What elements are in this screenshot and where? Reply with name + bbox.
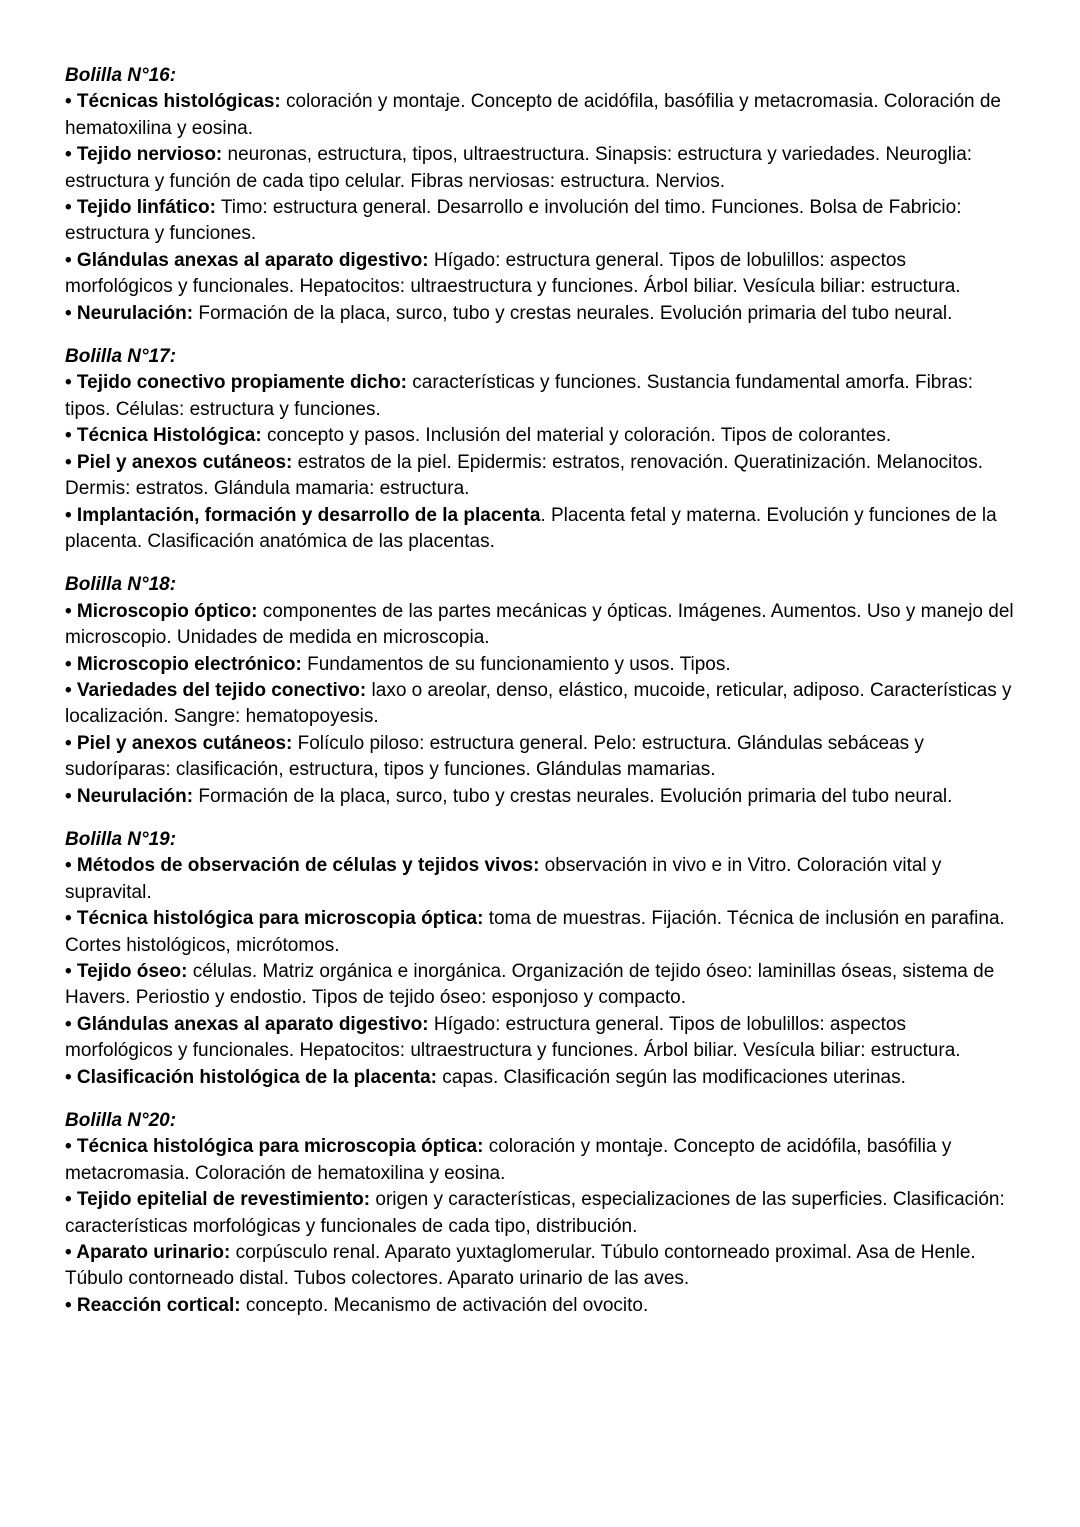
topic-description: corpúsculo renal. Aparato yuxtaglomerular. Túbulo contorneado proximal. Asa de Henle. Túbulo contorneado distal. Tubos colectores. Aparato urinario de las aves.	[65, 1242, 976, 1290]
topic-description: Folículo piloso: estructura general. Pelo: estructura. Glándulas sebáceas y sudoríparas: clasificación, estructura, tipos y funciones. Glándulas mamarias.	[65, 732, 924, 781]
topic-description: laxo o areolar, denso, elástico, mucoide, reticular, adiposo. Características y localización. Sangre: hematopoyesis.	[65, 679, 1012, 728]
topic-item	[65, 1134, 1015, 1187]
section-title: Bolilla N°16:	[65, 65, 177, 86]
topic-item	[65, 450, 1015, 503]
topic-heading: • Aparato urinario:	[65, 1242, 231, 1264]
topic-description: . Placenta fetal y materna. Evolución y funciones de la placenta. Clasificación anatómica de las placentas.	[65, 504, 997, 552]
topic-description: Timo: estructura general. Desarrollo e involución del timo. Funciones. Bolsa de Fabricio: estructura y funciones.	[65, 197, 962, 245]
topic-item	[65, 1065, 1015, 1091]
topic-item	[65, 906, 1015, 959]
topic-item	[65, 195, 1015, 248]
topic-description: capas. Clasificación según las modificaciones uterinas.	[436, 1066, 906, 1088]
section-title: Bolilla N°19:	[65, 828, 177, 850]
topic-heading: • Tejido epitelial de revestimiento:	[65, 1189, 371, 1211]
topic-item	[65, 652, 1015, 678]
topic-item	[65, 142, 1015, 195]
topic-description: Hígado: estructura general. Tipos de lobulillos: aspectos morfológicos y funcionales. Hepatocitos: ultraestructura y funciones. Árbol biliar. Vesícula biliar: estructura.	[65, 249, 961, 298]
topic-heading: • Tejido óseo:	[65, 961, 188, 982]
topic-description: coloración y montaje. Concepto de acidófila, basófilia y metacromasia. Coloración de hematoxilina y eosina.	[65, 1136, 952, 1184]
topic-heading: • Tejido linfático:	[65, 197, 216, 219]
topic-heading: • Neurulación:	[65, 785, 194, 807]
topic-description: Fundamentos de su funcionamiento y usos. Tipos.	[301, 653, 731, 675]
topic-heading: • Técnicas histológicas:	[65, 91, 281, 113]
topic-heading: • Piel y anexos cutáneos:	[65, 732, 293, 754]
topic-heading: • Tejido nervioso:	[65, 144, 223, 166]
topic-item	[65, 301, 1015, 327]
topic-item	[65, 784, 1015, 810]
topic-heading: • Reacción cortical:	[65, 1294, 241, 1316]
topic-item	[65, 853, 1015, 906]
topic-heading: • Microscopio electrónico:	[65, 653, 302, 675]
topic-description: características y funciones. Sustancia fundamental amorfa. Fibras: tipos. Células: estructura y funciones.	[65, 372, 974, 420]
topic-heading: • Técnica histológica para microscopia óptica:	[65, 908, 484, 930]
topic-item	[65, 89, 1015, 142]
topic-description: Formación de la placa, surco, tubo y crestas neurales. Evolución primaria del tubo neural.	[193, 302, 953, 324]
topic-heading: • Variedades del tejido conectivo:	[65, 679, 367, 701]
topic-heading: • Técnica histológica para microscopia óptica:	[65, 1136, 484, 1158]
topic-heading: • Glándulas anexas al aparato digestivo:	[65, 249, 429, 271]
topic-item	[65, 423, 1015, 449]
topic-description: coloración y montaje. Concepto de acidófila, basófilia y metacromasia. Coloración de hematoxilina y eosina.	[65, 91, 1001, 139]
topic-heading: • Implantación, formación y desarrollo de la placenta	[65, 504, 541, 526]
topic-item	[65, 1012, 1015, 1065]
topic-heading: • Microscopio óptico:	[65, 600, 258, 622]
topic-description: células. Matriz orgánica e inorgánica. Organización de tejido óseo: laminillas óseas, sistema de Havers. Periostio y endostio. Tipos de tejido óseo: esponjoso y compacto.	[65, 961, 995, 1009]
topic-item	[65, 599, 1015, 652]
topic-item	[65, 678, 1015, 731]
topic-item	[65, 1240, 1015, 1293]
topic-item	[65, 1187, 1015, 1240]
topic-description: toma de muestras. Fijación. Técnica de inclusión en parafina. Cortes histológicos, micrótomos.	[65, 908, 1005, 956]
topic-heading: • Técnica Histológica:	[65, 425, 262, 447]
topic-heading: • Tejido conectivo propiamente dicho:	[65, 372, 407, 394]
topic-heading: • Piel y anexos cutáneos:	[65, 451, 293, 473]
section-title: Bolilla N°20:	[65, 1110, 177, 1132]
topic-heading: • Clasificación histológica de la placenta:	[65, 1066, 437, 1088]
topic-description: concepto. Mecanismo de activación del ovocito.	[240, 1294, 649, 1316]
document-body	[65, 63, 1015, 1336]
bolilla-section	[65, 1108, 1015, 1319]
topic-description: observación in vivo e in Vitro. Coloración vital y supravital.	[65, 855, 942, 903]
topic-description: origen y características, especializaciones de las superficies. Clasificación: características morfológicas y funcionales de cada tipo, distribución.	[65, 1189, 1005, 1237]
section-title: Bolilla N°17:	[65, 346, 177, 368]
topic-description: Formación de la placa, surco, tubo y crestas neurales. Evolución primaria del tubo neural.	[193, 785, 953, 807]
topic-item	[65, 503, 1015, 556]
topic-description: concepto y pasos. Inclusión del material y coloración. Tipos de colorantes.	[261, 425, 892, 447]
topic-item	[65, 370, 1015, 423]
bolilla-section	[65, 63, 1015, 327]
topic-heading: • Neurulación:	[65, 302, 194, 324]
topic-description: componentes de las partes mecánicas y ópticas. Imágenes. Aumentos. Uso y manejo del microscopio. Unidades de medida en microscopia.	[65, 600, 1014, 649]
topic-description: neuronas, estructura, tipos, ultraestructura. Sinapsis: estructura y variedades. Neuroglia: estructura y función de cada tipo celular. Fibras nerviosas: estructura. Nervios.	[65, 144, 973, 192]
bolilla-section	[65, 572, 1015, 810]
topic-heading: • Métodos de observación de células y tejidos vivos:	[65, 855, 540, 877]
topic-item	[65, 248, 1015, 301]
topic-description: Hígado: estructura general. Tipos de lobulillos: aspectos morfológicos y funcionales. Hepatocitos: ultraestructura y funciones. Árbol biliar. Vesícula biliar: estructura.	[65, 1013, 961, 1062]
topic-item	[65, 959, 1015, 1012]
topic-heading: • Glándulas anexas al aparato digestivo:	[65, 1013, 429, 1035]
topic-description: estratos de la piel. Epidermis: estratos, renovación. Queratinización. Melanocitos. Dermis: estratos. Glándula mamaria: estructura.	[65, 451, 984, 500]
topic-item	[65, 1293, 1015, 1319]
topic-item	[65, 731, 1015, 784]
bolilla-section	[65, 827, 1015, 1091]
bolilla-section	[65, 344, 1015, 555]
section-title: Bolilla N°18:	[65, 574, 177, 596]
